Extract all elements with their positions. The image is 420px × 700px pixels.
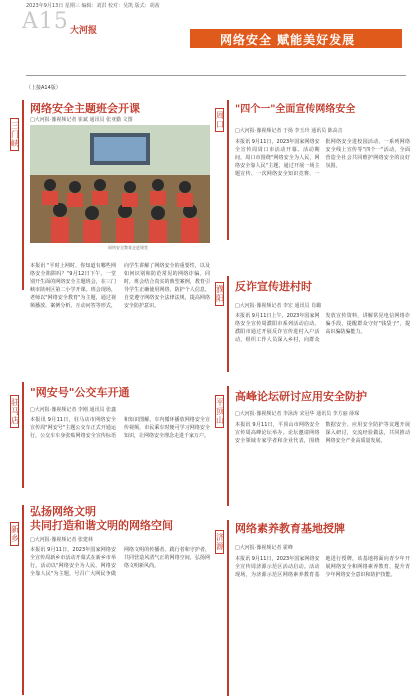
article-body-jiyuan: 本报讯 9月11日，2023年国家网络安全宣传周济源示范区活动启动。活动现场，为济源示范区网络素养教育基地进行授牌，该基地将面向青少年开展网络安全和网络素养教育，提升青少年网络安全意识和防护技能。 xyxy=(235,556,410,578)
article-body-xinxiang: 本报讯 9月11日，2023年国家网络安全宣传周新乡市活动开幕式在新乡市举行。活动以"网络安全为人民，网络安全靠人民"为主题，号召广大网民争做网络文明的传播者、践行者和守护者，共同营造风清气正的网络空间，弘扬网络文明新风尚。 xyxy=(30,547,210,577)
article-title-zhoukou: "四个一"全面宣传网络安全 xyxy=(235,104,356,115)
byline-xinxiang: □大河报·豫视频记者 张建林 xyxy=(30,537,93,543)
section-tag-zhumadian: 驻马店 xyxy=(10,395,19,428)
byline-sanmenxia: □大河报·豫视频记者 崔斌 通讯员 张亚勤 文图 xyxy=(30,117,133,123)
header-divider xyxy=(26,75,406,76)
section-tag-zhoukou: 周口 xyxy=(215,108,224,132)
section-rule xyxy=(227,276,229,372)
section-rule xyxy=(22,100,24,290)
byline-zhumadian: □大河报·豫视频记者 李刚 通讯员 张鑫 xyxy=(30,407,117,413)
section-tag-xinxiang: 新乡 xyxy=(10,522,19,546)
banner-title: 网络安全 赋能美好发展 xyxy=(220,33,356,47)
article-title-pingdingshan: 高峰论坛研讨应用安全防护 xyxy=(235,390,367,403)
section-rule xyxy=(22,505,24,695)
continued-note: （上接A14版） xyxy=(26,85,61,91)
article-body-sanmenxia: 本报讯 "平时上网时，你知道有哪些网络安全陷阱吗？"9月12日下午，一堂别开生面的网络安全主题班会，在三门峡市陕州区第二小学开课。班会现场，老师以"网络安全教育"为主题，通过视频播放、案例分析、互动问答等形式，向学生讲解了网络安全的重要性，以及如何识别和防范常见的网络诈骗。同时，班会结合真实的典型案例，教育引导学生正确使用网络，防护个人信息，自觉遵守网络安全法律法规，提高网络安全防护意识。 xyxy=(30,263,210,309)
section-rule xyxy=(22,382,24,488)
paper-name: 大河报 xyxy=(70,26,98,36)
article-title-xinxiang: 弘扬网络文明 共同打造和谐文明的网络空间 xyxy=(30,505,173,532)
section-rule xyxy=(227,520,229,696)
section-tag-jiyuan: 济源 xyxy=(215,530,224,554)
header-meta: 2023年9月13日 星期三 编辑：刘洪 校对：吴凯 版式：胡茜 xyxy=(26,3,160,9)
byline-puyang: □大河报·豫视频记者 李宏 通讯员 肖璐 xyxy=(235,303,322,309)
section-tag-puyang: 濮阳 xyxy=(215,282,224,306)
byline-jiyuan: □大河报·豫视频记者 霍峰 xyxy=(235,545,293,551)
article-body-zhumadian: 本报讯 9月11日，驻马店市网络安全宣传周"网安号"主题公交车正式开通运行。公交车车身张贴网络安全宣传标语和知识图解，车内循环播放网络安全宣传视频，市民乘车时便可学习网络安全知识，让网络安全理念走进千家万户。 xyxy=(30,417,210,439)
section-tag-pingdingshan: 平顶山 xyxy=(215,395,224,428)
article-title-jiyuan: 网络素养教育基地授牌 xyxy=(235,522,345,535)
article-title-zhumadian: "网安号"公交车开通 xyxy=(30,386,130,399)
section-rule xyxy=(227,100,229,240)
section-banner xyxy=(190,29,402,48)
location-pin-icon xyxy=(379,56,399,76)
section-tag-sanmenxia: 三门峡 xyxy=(10,118,19,151)
article-title-sanmenxia: 网络安全主题班会开课 xyxy=(30,102,140,115)
article-body-pingdingshan: 本报讯 9月11日，平顶山市网络安全宣传周高峰论坛举办。论坛邀请网络安全领域专家学者和企业代表，围绕数据安全、应用安全防护等议题开展深入研讨，交流经验做法，共同推动网络安全产业高质量发展。 xyxy=(235,422,410,444)
section-rule xyxy=(227,386,229,506)
byline-pingdingshan: □大河报·豫视频记者 李泳涛 宋冠华 通讯员 李方丽 薛琛 xyxy=(235,411,360,417)
page-code: A15 xyxy=(22,9,69,34)
article-title-puyang: 反诈宣传进村时 xyxy=(235,280,312,293)
article-body-puyang: 本报讯 9月11日上午，2023年国家网络安全宣传周濮阳市系列活动启动。濮阳市通过开展反诈宣传进村入户活动，组织工作人员深入乡村，向群众发放宣传资料，讲解常见电信网络诈骗手段，提醒群众守好"钱袋子"，提高识骗防骗能力。 xyxy=(235,313,410,343)
photo-caption: 网络安全教育走进课堂 xyxy=(108,245,148,250)
article-body-zhoukou: 本报讯 9月11日，2023年国家网络安全宣传周周口市活动开幕。活动期间，周口市围绕"网络安全为人民，网络安全靠人民"主题，通过开展一场主题宣传、一次网络安全知识竞赛、一批网络安全进校园活动、一系列网络安全线上宣传等"四个一"活动，全面营造全社会共同维护网络安全的良好氛围。 xyxy=(235,139,410,177)
classroom-photo xyxy=(30,125,210,243)
byline-zhoukou: □大河报·豫视频记者 于扬 李玉玲 通讯员 陈高音 xyxy=(235,128,343,134)
